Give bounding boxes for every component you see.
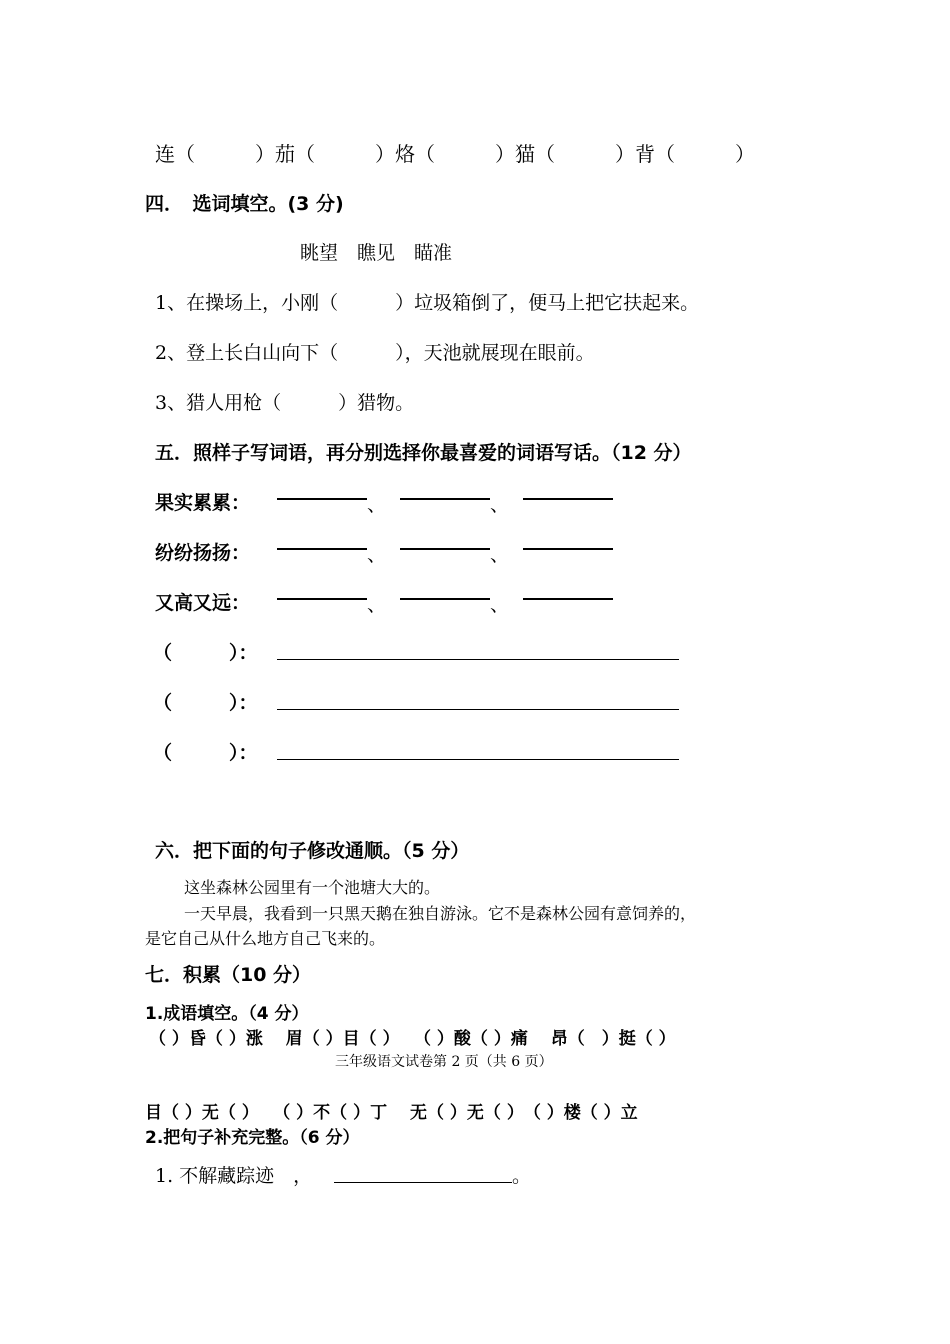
passage-line-1: 这坐森林公园里有一个池塘大大的。 <box>184 878 441 897</box>
section-5-title: 五．照样子写词语，再分别选择你最喜爱的词语写话。（12 分） <box>155 442 692 464</box>
idiom-row-2: 目（ ）无（ ） （ ）不（ ）丁 无（ ）无（ ） （ ）楼（ ）立 <box>145 1103 638 1123</box>
question-3: 3、猎人用枪（ ）猎物。 <box>155 392 415 414</box>
blank-2-1[interactable] <box>277 548 367 550</box>
sentence-line-3[interactable] <box>277 759 679 760</box>
blank-1-2[interactable] <box>400 498 490 500</box>
blank-3-3[interactable] <box>523 598 613 600</box>
blank-2-3[interactable] <box>523 548 613 550</box>
section-4-title: 四． 选词填空。(3 分) <box>145 193 344 215</box>
example-1-label: 果实累累： <box>155 492 251 514</box>
passage-line-2: 一天早晨，我看到一只黑天鹅在独自游泳。它不是森林公园有意饲养的， <box>184 904 697 923</box>
blank-1-1[interactable] <box>277 498 367 500</box>
passage-line-3: 是它自己从什么地方自己飞来的。 <box>145 929 386 948</box>
question-2: 2、登上长白山向下（ ），天池就展现在眼前。 <box>155 342 595 364</box>
separator: 、 <box>367 594 387 616</box>
example-3-label: 又高又远： <box>155 592 251 614</box>
sentence-line-1[interactable] <box>277 659 679 660</box>
separator: 、 <box>367 494 387 516</box>
completion-sentence-1: 1. 不解藏踪迹 ， <box>155 1165 313 1187</box>
separator: 、 <box>490 544 510 566</box>
section-6-title: 六．把下面的句子修改通顺。（5 分） <box>155 840 470 862</box>
question-1: 1、在操场上，小刚（ ）垃圾箱倒了，便马上把它扶起来。 <box>155 292 700 314</box>
blank-3-1[interactable] <box>277 598 367 600</box>
char-fill-row: 连（ ）茄（ ）烙（ ）猫（ ）背（ ） <box>155 142 755 166</box>
sentence-word-slot-1: （ ）： <box>153 642 258 664</box>
separator: 、 <box>367 544 387 566</box>
sentence-word-slot-3: （ ）： <box>153 742 258 764</box>
separator: 、 <box>490 594 510 616</box>
sentence-word-slot-2: （ ）： <box>153 692 258 714</box>
blank-2-2[interactable] <box>400 548 490 550</box>
blank-3-2[interactable] <box>400 598 490 600</box>
idiom-row-1: （ ）昏（ ）涨 眉（ ）目（ ） （ ）酸（ ）痛 昂（ ）挺（ ） <box>149 1029 676 1049</box>
word-choices: 眺望 瞧见 瞄准 <box>300 242 453 264</box>
subsection-2-title: 2.把句子补充完整。（6 分） <box>145 1128 360 1148</box>
example-2-label: 纷纷扬扬： <box>155 542 251 564</box>
section-7-title: 七．积累（10 分） <box>145 964 312 986</box>
separator: 、 <box>490 494 510 516</box>
page-footer: 三年级语文试卷第 2 页（共 6 页） <box>335 1054 553 1070</box>
sentence-line-2[interactable] <box>277 709 679 710</box>
completion-blank-1[interactable] <box>334 1182 512 1183</box>
sentence-end-mark: 。 <box>512 1165 532 1187</box>
subsection-1-title: 1.成语填空。（4 分） <box>145 1004 309 1024</box>
blank-1-3[interactable] <box>523 498 613 500</box>
